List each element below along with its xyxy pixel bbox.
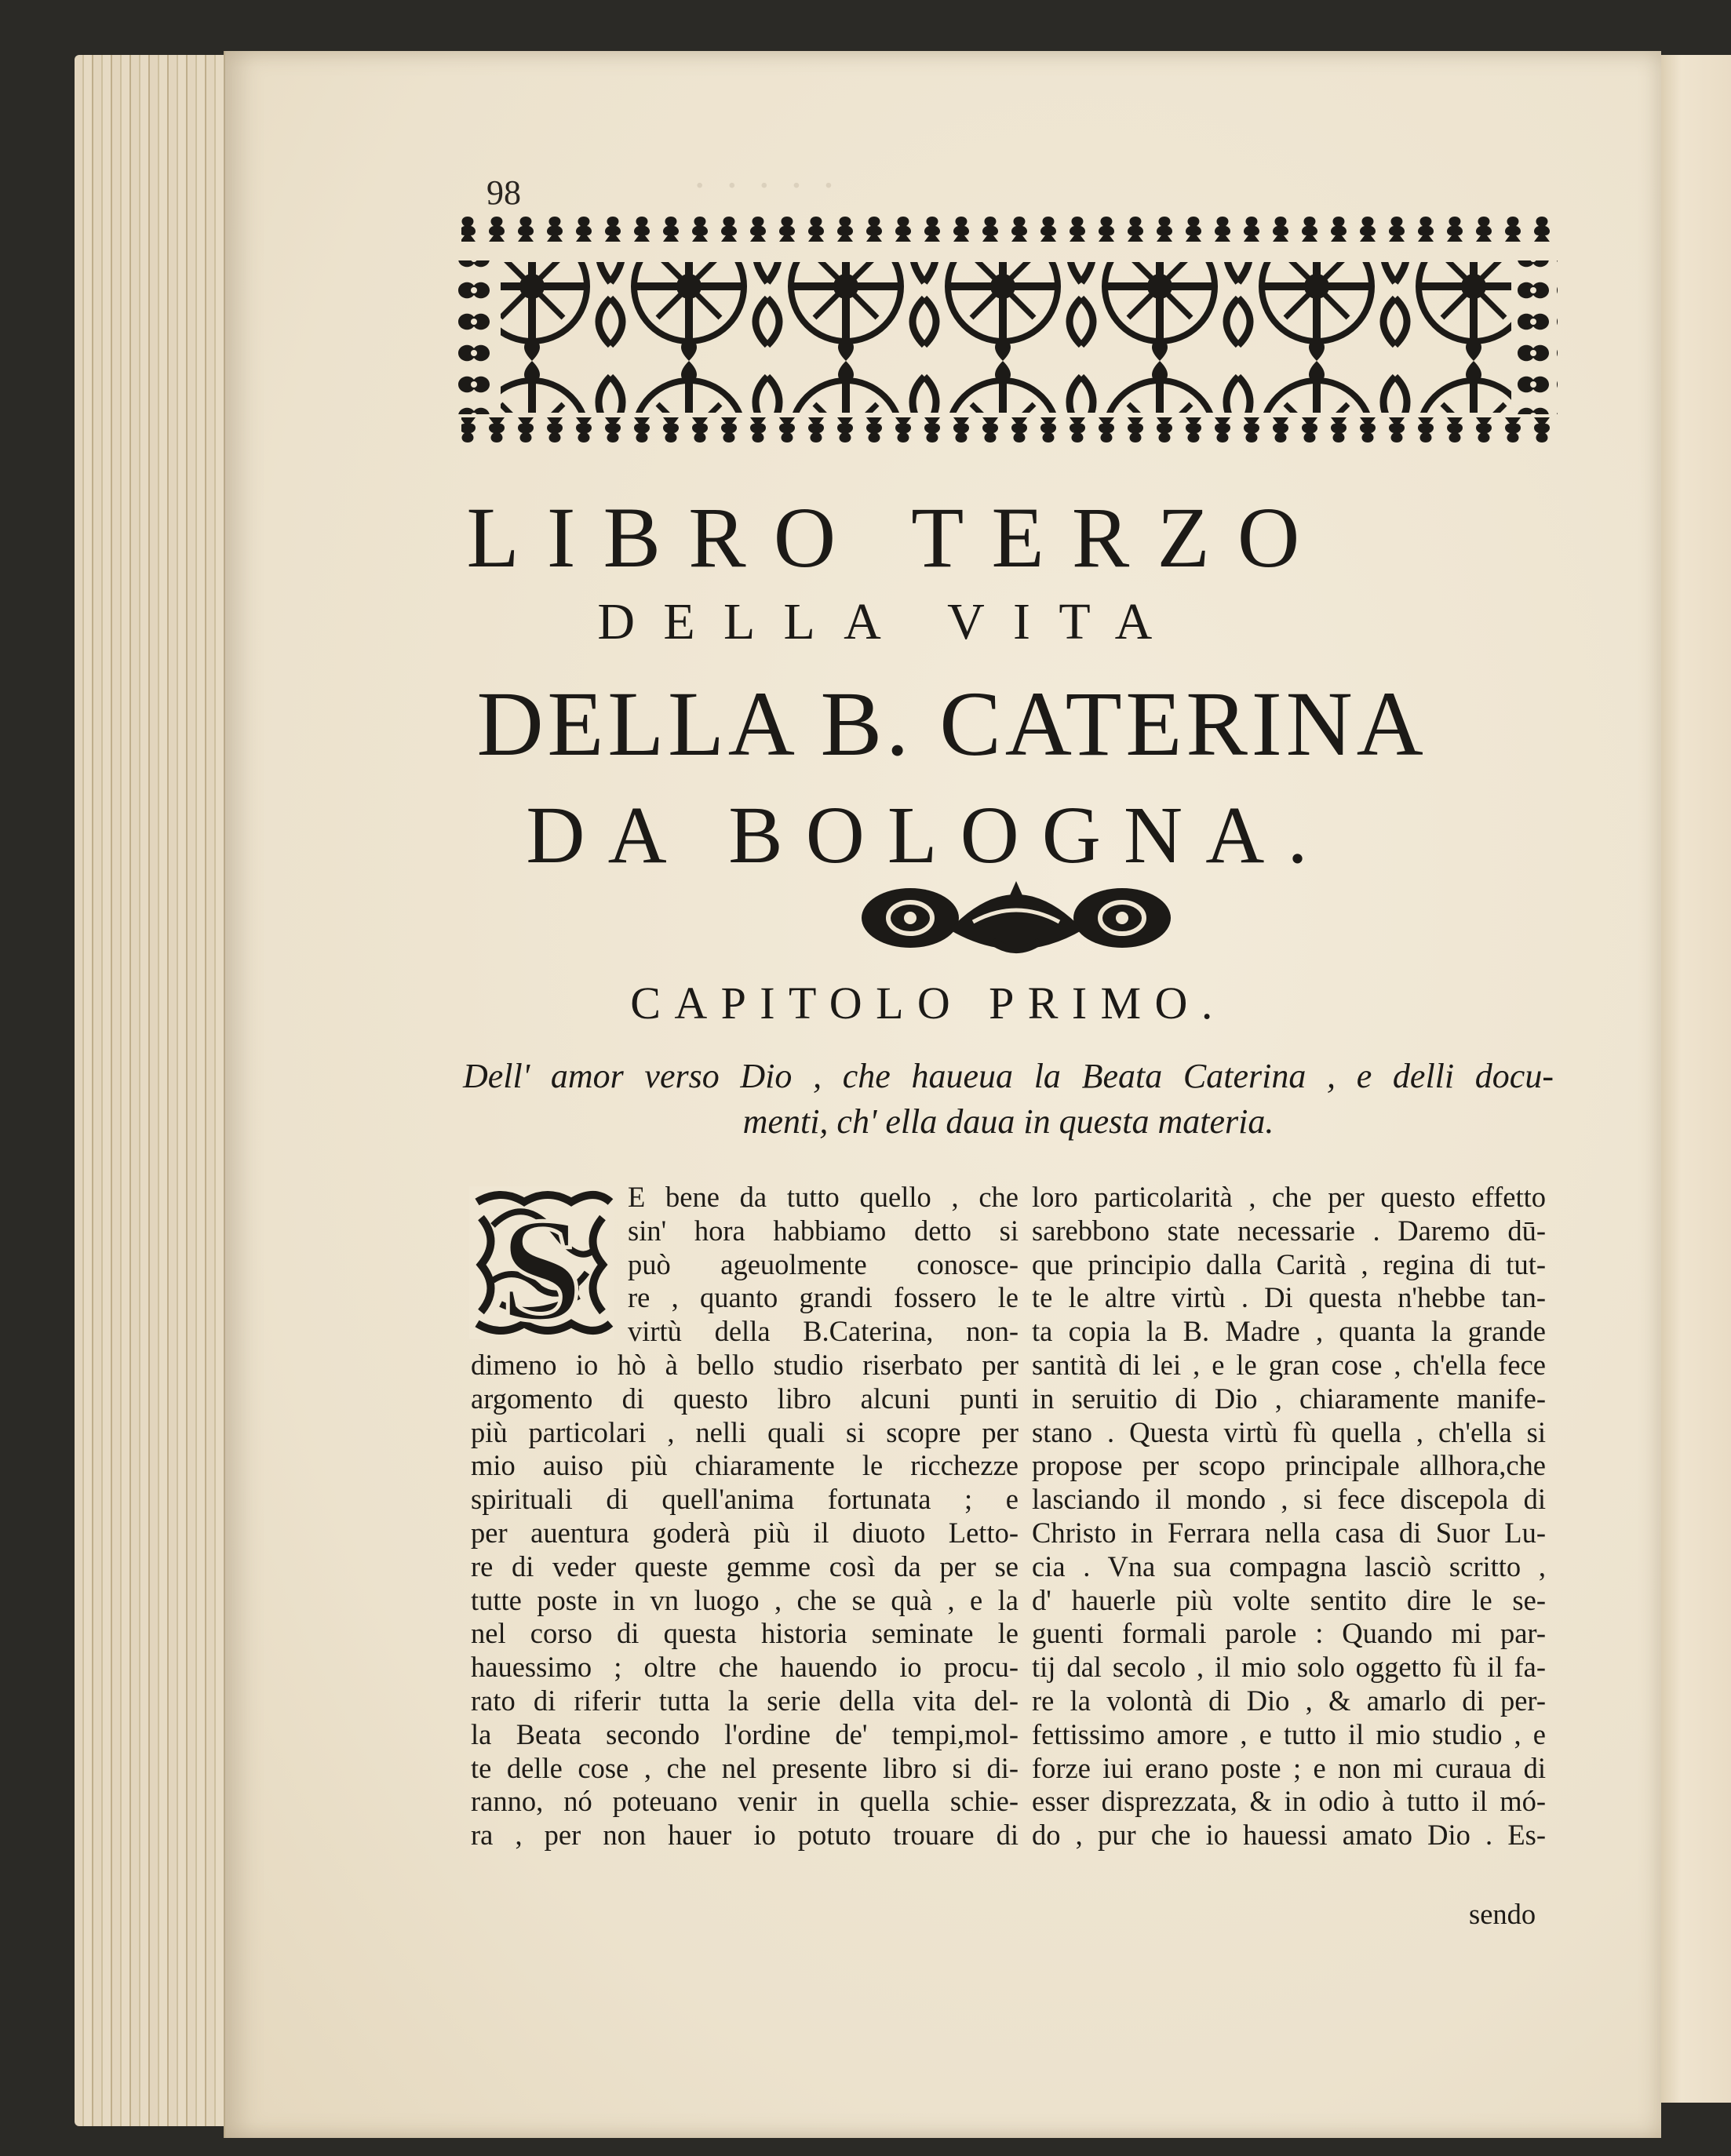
text-line: te delle cose , che nel presente libro si di- [471,1751,1019,1784]
text-line: re la volontà di Dio , & amarlo di per- [1032,1684,1546,1717]
text-line: ranno, nó poteuano venir in quella schie- [471,1785,1019,1818]
text-line: in seruitio di Dio , chiaramente manife- [1032,1382,1546,1415]
text-line: tutte poste in vn luogo , che se quà , e la [471,1583,1019,1616]
dropcap-letter: S [500,1188,583,1339]
text-line: mio auiso più chiaramente le ricchezze [471,1449,1019,1482]
text-line: ta copia la B. Madre , quanta la grande [1032,1315,1546,1348]
book-title: LIBRO TERZO [466,490,1328,585]
page-number: 98 [487,173,521,212]
text-line: guenti formali parole : Quando mi par- [1032,1617,1546,1650]
text-line: più particolari , nelli quali si scopre per [471,1415,1019,1448]
text-line: cia . Vna sua compagna lasciò scritto , [1032,1550,1546,1582]
catchword: sendo [1469,1898,1536,1930]
text-line: propose per scopo principale allhora,che [1032,1449,1546,1482]
text-line: fettissimo amore , e tutto il mio studio , e [1032,1717,1546,1750]
chapter-summary-line: menti, ch' ella daua in questa materia. [742,1102,1274,1141]
text-line: lasciando il mondo , si fece discepola di [1032,1483,1546,1516]
chapter-summary-line: Dell' amor verso Dio , che haueua la Beata Caterina , e delli docu- [463,1057,1554,1095]
text-line: virtù della B.Caterina, non- [628,1315,1019,1348]
text-column-left [471,1181,1019,1852]
text-line: hauessimo ; oltre che hauendo io procu- [471,1651,1019,1684]
header-ornament [454,212,1558,463]
fleuron-ornament [855,875,1177,961]
book-subject-place: DA BOLOGNA. [526,790,1331,880]
text-line: nel corso di questa historia seminate le [471,1617,1019,1650]
text-line: ra , per non hauer io potuto trouare di [471,1819,1019,1852]
text-line: forze iui erano poste ; e non mi curaua di [1032,1751,1546,1784]
text-line: d' hauerle più volte sentito dire le se- [1032,1583,1546,1616]
text-line: rato di riferir tutta la serie della vita del- [471,1684,1019,1717]
text-line: santità di lei , e le gran cose , ch'ella fece [1032,1348,1546,1381]
book-subtitle: DELLA VITA [597,593,1181,650]
text-line: dimeno io hò à bello studio riserbato per [471,1348,1019,1381]
text-line: E bene da tutto quello , che [628,1181,1019,1213]
book-subject: DELLA B. CATERINA [476,672,1427,775]
text-line: que principio dalla Carità , regina di tut- [1032,1247,1546,1280]
text-line: la Beata secondo l'ordine de' tempi,mol- [471,1717,1019,1750]
text-line: stano . Questa virtù fù quella , ch'ella si [1032,1415,1546,1448]
text-line: può ageuolmente conosce- [628,1247,1019,1280]
show-through-text: ····· [675,162,836,210]
text-line: re di veder queste gemme così da per se [471,1550,1019,1582]
text-line: sin' hora habbiamo detto si [628,1214,1019,1247]
text-line: per auentura goderà più il diuoto Letto- [471,1516,1019,1549]
text-line: re , quanto grandi fossero le [628,1281,1019,1314]
text-line: tij dal secolo , il mio solo oggetto fù il fa- [1032,1651,1546,1684]
text-line: Christo in Ferrara nella casa di Suor Lu- [1032,1516,1546,1549]
text-line: esser disprezzata, & in odio à tutto il mó- [1032,1785,1546,1818]
text-line: do , pur che io hauessi amato Dio . Es- [1032,1819,1546,1852]
text-line: argomento di questo libro alcuni punti [471,1382,1019,1415]
text-line: loro particolarità , che per questo effetto [1032,1181,1546,1213]
text-line: spirituali di quell'anima fortunata ; e [471,1483,1019,1516]
text-line: sarebbono state necessarie . Daremo dū- [1032,1214,1546,1247]
text-line: te le altre virtù . Di questa n'hebbe tan- [1032,1281,1546,1314]
text-column-right [1032,1181,1546,1852]
chapter-summary [463,1054,1554,1145]
chapter-title: CAPITOLO PRIMO. [630,978,1226,1029]
